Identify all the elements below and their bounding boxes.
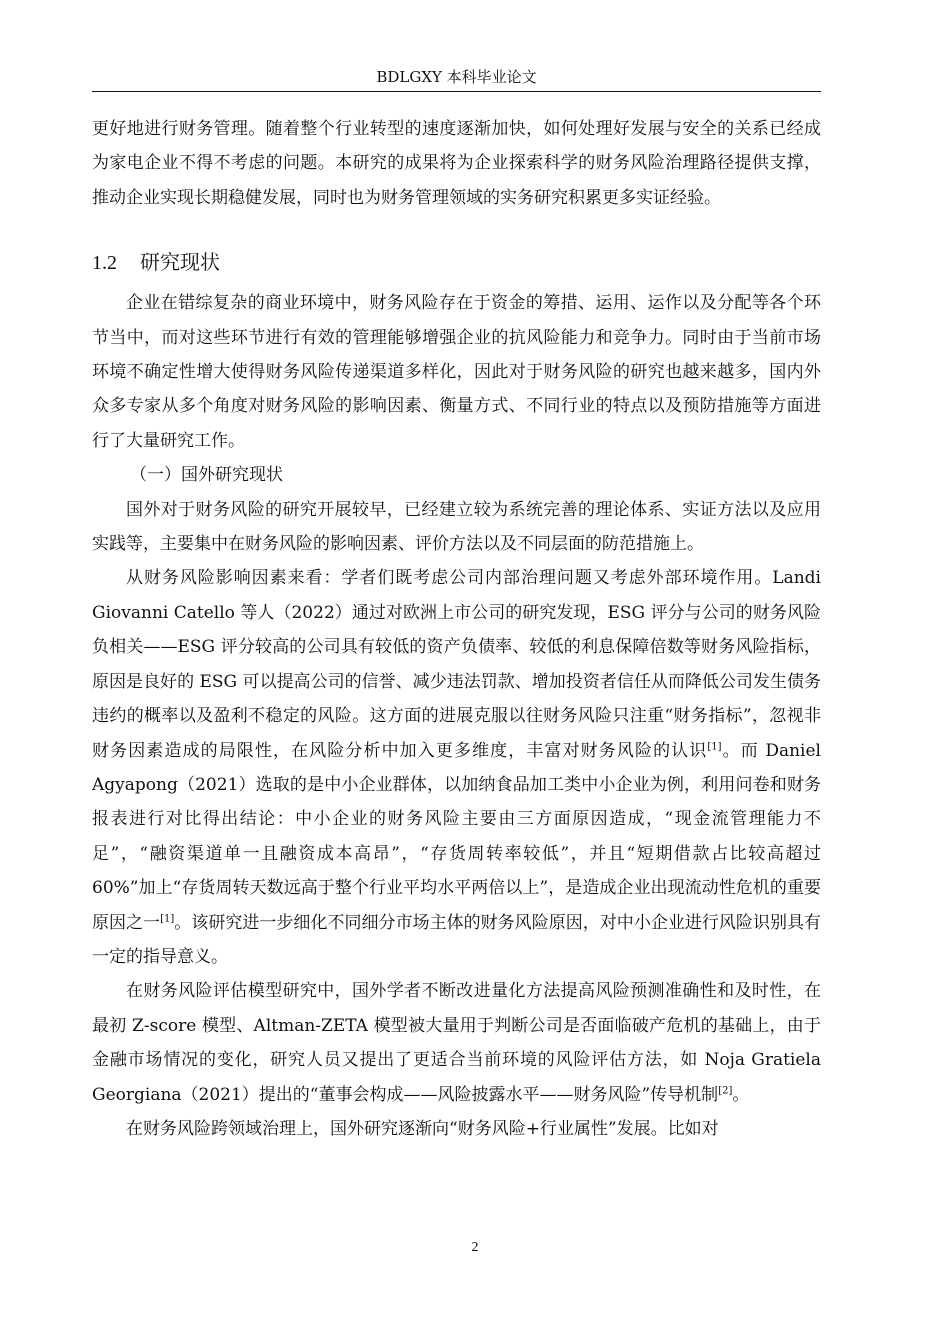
paragraph-3-part-a: 从财务风险影响因素来看：学者们既考虑公司内部治理问题又考虑外部环境作用。Landi Giovanni Catello 等人（2022）通过对欧洲上市公司的研究发现，ESG 评分与公司的财务风险负相关——ESG 评分较高的公司具有较低的资产负债率、较低的利息保障倍数等财务风险指标，原因是良好的 ESG 可以提高公司的信誉、减少违法罚款、增加投资者信任从而降低公司发生债务违约的概率以及盈利不稳定的风险。这方面的进展克服以往财务风险只注重“财务指标”，忽视非财务因素造成的局限性，在风险分析中加入更多维度，丰富对财务风险的认识 [92, 568, 821, 761]
section-number: 1.2 [92, 252, 117, 275]
page-header: BDLGXY 本科毕业论文 [376, 68, 537, 86]
page-content [92, 112, 821, 1146]
paragraph-4 [92, 974, 821, 1112]
section-heading [92, 247, 821, 278]
paragraph-1: 企业在错综复杂的商业环境中，财务风险存在于资金的筹措、运用、运作以及分配等各个环节当中，而对这些环节进行有效的管理能够增强企业的抗风险能力和竞争力。同时由于当前市场环境不确定性增大使得财务风险传递渠道多样化，因此对于财务风险的研究也越来越多，国内外众多专家从多个角度对财务风险的影响因素、衡量方式、不同行业的特点以及预防措施等方面进行了大量研究工作。 [92, 293, 821, 451]
section-title: 研究现状 [140, 250, 220, 275]
subheading-foreign-research: （一）国外研究现状 [130, 465, 283, 486]
citation-ref-1b: [1] [160, 912, 175, 924]
citation-ref-2: [2] [718, 1084, 733, 1096]
paragraph-4-part-b: 。 [732, 1084, 750, 1105]
citation-ref-1: [1] [707, 740, 722, 752]
paragraph-3 [92, 561, 821, 974]
paragraph-3-part-b: 。而 Daniel Agyapong（2021）选取的是中小企业群体，以加纳食品加工类中小企业为例，利用问卷和财务报表进行对比得出结论：中小企业的财务风险主要由三方面原因造成，“现金流管理能力不足”，“融资渠道单一且融资成本高昂”，“存货周转率较低”，并且“短期借款占比较高超过 60%”加上“存货周转天数远高于整个行业平均水平两倍以上”，是造成企业出现流动性危机的重要原因之一 [92, 740, 821, 933]
paragraph-intro: 更好地进行财务管理。随着整个行业转型的速度逐渐加快，如何处理好发展与安全的关系已经成为家电企业不得不考虑的问题。本研究的成果将为企业探索科学的财务风险治理路径提供支撑，推动企业实现长期稳健发展，同时也为财务管理领域的实务研究积累更多实证经验。 [92, 119, 821, 208]
paragraph-5: 在财务风险跨领域治理上，国外研究逐渐向“财务风险+行业属性”发展。比如对 [126, 1118, 719, 1139]
paragraph-2: 国外对于财务风险的研究开展较早，已经建立较为系统完善的理论体系、实证方法以及应用实践等，主要集中在财务风险的影响因素、评价方法以及不同层面的防范措施上。 [92, 499, 821, 555]
page-number: 2 [471, 1240, 479, 1255]
paragraph-4-part-a: 在财务风险评估模型研究中，国外学者不断改进量化方法提高风险预测准确性和及时性，在最初 Z-score 模型、Altman-ZETA 模型被大量用于判断公司是否面临破产危机的基础上，由于金融市场情况的变化，研究人员又提出了更适合当前环境的风险评估方法，如 Noja Gratiela Georgiana（2021）提出的“董事会构成——风险披露水平——财务风险”传导机制 [92, 981, 821, 1105]
header-rule [92, 91, 821, 92]
paragraph-3-part-c: 。该研究进一步细化不同细分市场主体的财务风险原因，对中小企业进行风险识别具有一定的指导意义。 [92, 912, 822, 967]
